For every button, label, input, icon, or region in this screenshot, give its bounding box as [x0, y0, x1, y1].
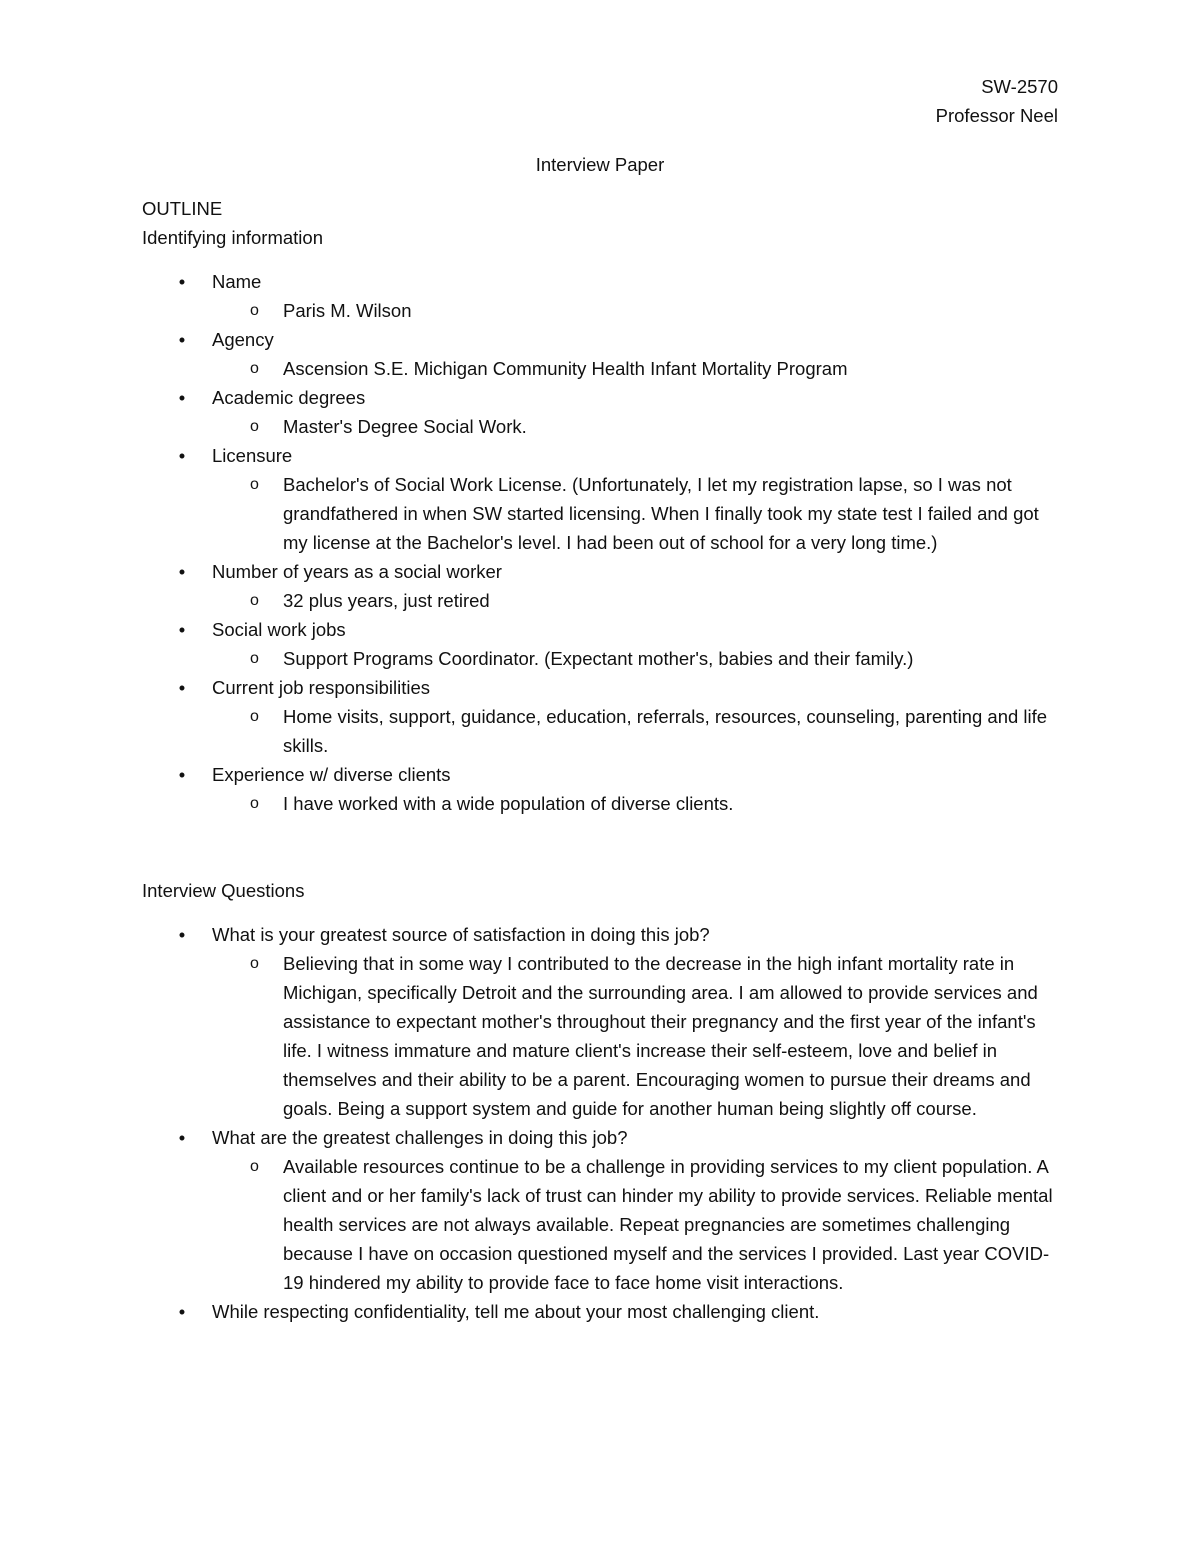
- hollow-bullet-icon: o: [250, 360, 259, 377]
- list-item-label: Experience w/ diverse clients: [212, 764, 451, 785]
- header-block: [936, 72, 1058, 130]
- sub-list-item-text: Paris M. Wilson: [283, 300, 412, 321]
- sub-list-item: [212, 949, 1062, 1123]
- list-item-label: Academic degrees: [212, 387, 366, 408]
- bullet-icon: •: [178, 764, 186, 785]
- sub-list: [212, 586, 1062, 615]
- outline-list: [142, 267, 1062, 818]
- list-item-label: Number of years as a social worker: [212, 561, 502, 582]
- sub-list-item: [212, 586, 1062, 615]
- list-item: [142, 441, 1062, 557]
- sub-list-item: [212, 1152, 1062, 1297]
- list-item-label: Licensure: [212, 445, 293, 466]
- sub-list-item-text: Available resources continue to be a challenge in providing services to my client population. A client and or her family's lack of trust can hinder my ability to provide services. Reliable mental health services are not always available. Repeat pregnancies are sometimes challenging because I have on occasion questioned myself and the services I provided. Last year COVID-19 hindered my ability to provide face to face home visit interactions.: [283, 1156, 1053, 1293]
- document-title: Interview Paper: [535, 154, 665, 175]
- sub-list-item: [212, 789, 1062, 818]
- interview-question-list: [142, 920, 1062, 1326]
- list-item: [142, 673, 1062, 760]
- hollow-bullet-icon: o: [250, 476, 259, 493]
- hollow-bullet-icon: o: [250, 418, 259, 435]
- sub-list-item-text: I have worked with a wide population of diverse clients.: [283, 793, 734, 814]
- hollow-bullet-icon: o: [250, 795, 259, 812]
- sub-list-item-text: Home visits, support, guidance, education, referrals, resources, counseling, parenting and life skills.: [283, 706, 1048, 756]
- document-body: [142, 194, 1062, 1326]
- professor-name: Professor Neel: [935, 105, 1058, 126]
- sub-list: [212, 412, 1062, 441]
- list-item: [142, 1123, 1062, 1297]
- list-item: [142, 1297, 1062, 1326]
- hollow-bullet-icon: o: [250, 592, 259, 609]
- sub-list-item: [212, 296, 1062, 325]
- list-item: [142, 325, 1062, 383]
- sub-list-item: [212, 354, 1062, 383]
- sub-list: [212, 354, 1062, 383]
- course-code: SW-2570: [981, 76, 1058, 97]
- list-item-label: Agency: [212, 329, 274, 350]
- bullet-icon: •: [178, 1127, 186, 1148]
- sub-list: [212, 1152, 1062, 1297]
- sub-list-item-text: Bachelor's of Social Work License. (Unfortunately, I let my registration lapse, so I was not grandfathered in when SW started licensing. When I finally took my state test I failed and got my license at the Bachelor's level. I had been out of school for a very long time.): [283, 474, 1039, 553]
- sub-list-item-text: Believing that in some way I contributed to the decrease in the high infant mortality rate in Michigan, specifically Detroit and the surrounding area. I am allowed to provide services and assistance to expectant mother's throughout their pregnancy and the first year of the infant's life. I witness immature and mature client's increase their self-esteem, love and belief in themselves and their ability to be a parent. Encouraging women to pursue their dreams and goals. Being a support system and guide for another human being slightly off course.: [283, 953, 1038, 1119]
- bullet-icon: •: [178, 619, 186, 640]
- list-item-label: What are the greatest challenges in doing this job?: [212, 1127, 628, 1148]
- sub-list-item: [212, 702, 1062, 760]
- bullet-icon: •: [178, 677, 186, 698]
- sub-list-item-text: Ascension S.E. Michigan Community Health Infant Mortality Program: [283, 358, 848, 379]
- bullet-icon: •: [178, 1301, 186, 1322]
- interview-questions-heading: Interview Questions: [142, 880, 305, 901]
- hollow-bullet-icon: o: [250, 1158, 259, 1175]
- list-item: [142, 267, 1062, 325]
- list-item-label: What is your greatest source of satisfaction in doing this job?: [212, 924, 710, 945]
- hollow-bullet-icon: o: [250, 708, 259, 725]
- bullet-icon: •: [178, 329, 186, 350]
- hollow-bullet-icon: o: [250, 302, 259, 319]
- bullet-icon: •: [178, 445, 186, 466]
- list-item: [142, 760, 1062, 818]
- sub-list: [212, 470, 1062, 557]
- hollow-bullet-icon: o: [250, 955, 259, 972]
- sub-list: [212, 644, 1062, 673]
- bullet-icon: •: [178, 561, 186, 582]
- sub-list-item: [212, 644, 1062, 673]
- list-item-label: While respecting confidentiality, tell me about your most challenging client.: [212, 1301, 820, 1322]
- identifying-info-heading: Identifying information: [142, 227, 323, 248]
- list-item-label: Current job responsibilities: [212, 677, 430, 698]
- bullet-icon: •: [178, 271, 186, 292]
- list-item: [142, 557, 1062, 615]
- outline-heading: OUTLINE: [142, 198, 223, 219]
- sub-list-item-text: Support Programs Coordinator. (Expectant mother's, babies and their family.): [283, 648, 914, 669]
- sub-list-item: [212, 412, 1062, 441]
- bullet-icon: •: [178, 387, 186, 408]
- list-item: [142, 615, 1062, 673]
- sub-list: [212, 789, 1062, 818]
- hollow-bullet-icon: o: [250, 650, 259, 667]
- bullet-icon: •: [178, 924, 186, 945]
- list-item: [142, 383, 1062, 441]
- list-item: [142, 920, 1062, 1123]
- sub-list: [212, 296, 1062, 325]
- list-item-label: Social work jobs: [212, 619, 346, 640]
- list-item-label: Name: [212, 271, 262, 292]
- sub-list-item-text: 32 plus years, just retired: [283, 590, 490, 611]
- sub-list-item: [212, 470, 1062, 557]
- sub-list-item-text: Master's Degree Social Work.: [283, 416, 527, 437]
- sub-list: [212, 949, 1062, 1123]
- sub-list: [212, 702, 1062, 760]
